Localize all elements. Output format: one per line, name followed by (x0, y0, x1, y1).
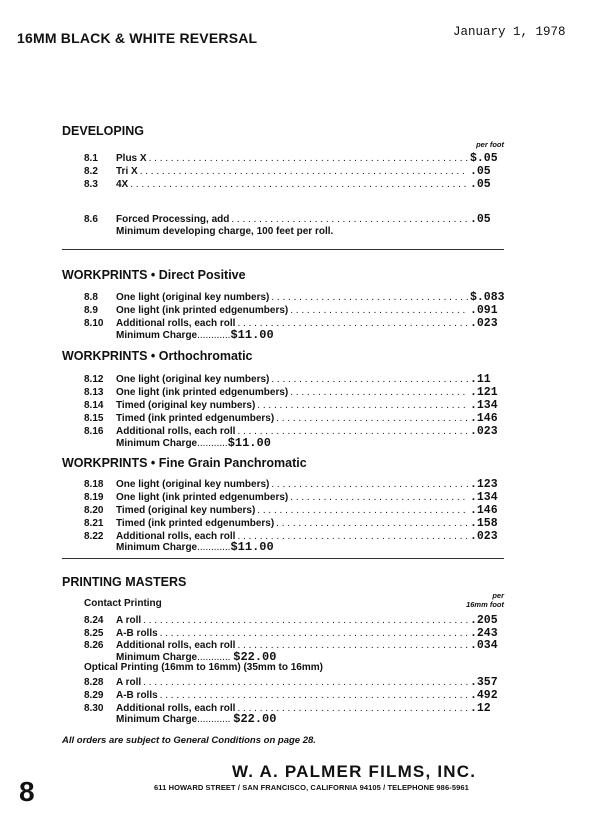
item-price: .11 (470, 373, 491, 386)
price-row (84, 399, 504, 412)
item-label: One light (ink printed edgenumbers) (116, 387, 289, 398)
price-row (84, 386, 504, 399)
item-number: 8.14 (84, 400, 104, 411)
column-header-16mm-foot: 16mm foot (466, 600, 504, 609)
item-number: 8.2 (84, 166, 98, 177)
minimum-charge-value: $22.00 (233, 712, 277, 726)
price-row (84, 291, 504, 304)
item-label: Timed (original key numbers) (116, 400, 256, 411)
minimum-charge-value: $22.00 (233, 650, 277, 664)
price-row (84, 152, 504, 165)
minimum-charge (116, 712, 276, 726)
leader-dots (149, 153, 468, 164)
item-price: .091 (470, 304, 498, 317)
item-price: .492 (470, 689, 498, 702)
price-row (84, 689, 504, 702)
item-number: 8.25 (84, 628, 104, 639)
leader-dots: ............ (197, 714, 234, 725)
item-number: 8.30 (84, 703, 104, 714)
minimum-charge-value: $11.00 (230, 540, 274, 554)
item-price: .243 (470, 627, 498, 640)
leader-dots (140, 166, 468, 177)
column-header-per-foot: per foot (476, 140, 504, 149)
item-price: .123 (470, 478, 498, 491)
item-number: 8.18 (84, 479, 104, 490)
section-divider (62, 558, 504, 559)
leader-dots: ............ (197, 542, 231, 553)
item-label: Plus X (116, 153, 147, 164)
section-title-developing: DEVELOPING (62, 124, 144, 138)
leader-dots: ............ (197, 330, 231, 341)
item-number: 8.24 (84, 615, 104, 626)
price-row (84, 213, 504, 226)
item-label: Additional rolls, each roll (116, 426, 236, 437)
item-price: .05 (470, 178, 491, 191)
leader-dots: ............ (197, 652, 234, 663)
item-price: .146 (470, 412, 498, 425)
item-price: $.083 (470, 291, 505, 304)
minimum-charge (116, 328, 274, 342)
item-price: .12 (470, 702, 491, 715)
item-price: .134 (470, 399, 498, 412)
price-row (84, 165, 504, 178)
price-row (84, 478, 504, 491)
section-title-workprints-direct: WORKPRINTS • Direct Positive (62, 268, 246, 282)
item-number: 8.16 (84, 426, 104, 437)
leader-dots (237, 426, 468, 437)
minimum-charge-value: $11.00 (227, 436, 271, 450)
item-number: 8.6 (84, 214, 98, 225)
price-row (84, 676, 504, 689)
item-number: 8.3 (84, 179, 98, 190)
item-label: One light (ink printed edgenumbers) (116, 492, 289, 503)
price-row (84, 517, 504, 530)
item-label: A roll (116, 615, 142, 626)
item-price: .146 (470, 504, 498, 517)
item-number: 8.19 (84, 492, 104, 503)
item-number: 8.10 (84, 318, 104, 329)
page-number: 8 (19, 776, 35, 807)
item-price: .134 (470, 491, 498, 504)
minimum-charge-label: Minimum Charge (116, 542, 198, 553)
item-label: A-B rolls (116, 628, 158, 639)
item-label: Tri X (116, 166, 138, 177)
leader-dots (257, 505, 468, 516)
price-row (84, 614, 504, 627)
item-label: 4X (116, 179, 129, 190)
company-name: W. A. PALMER FILMS, INC. (232, 762, 477, 781)
leader-dots (290, 305, 468, 316)
item-number: 8.12 (84, 374, 104, 385)
item-label: Timed (original key numbers) (116, 505, 256, 516)
leader-dots (271, 292, 468, 303)
section-divider (62, 249, 504, 250)
leader-dots (231, 214, 468, 225)
leader-dots (160, 628, 468, 639)
leader-dots: ........... (197, 438, 228, 449)
price-row (84, 304, 504, 317)
minimum-charge-value: $11.00 (230, 328, 274, 342)
item-label: One light (original key numbers) (116, 374, 270, 385)
item-number: 8.9 (84, 305, 98, 316)
page-title: 16MM BLACK & WHITE REVERSAL (17, 30, 258, 46)
item-number: 8.28 (84, 677, 104, 688)
item-label: Timed (ink printed edgenumbers) (116, 518, 275, 529)
minimum-charge (116, 436, 271, 450)
leader-dots (290, 492, 468, 503)
item-number: 8.22 (84, 531, 104, 542)
price-row (84, 373, 504, 386)
item-price: .05 (470, 213, 491, 226)
item-label: One light (original key numbers) (116, 479, 270, 490)
page-date: January 1, 1978 (453, 25, 566, 39)
item-number: 8.29 (84, 690, 104, 701)
item-label: Timed (ink printed edgenumbers) (116, 413, 275, 424)
leader-dots (276, 518, 468, 529)
item-price: .034 (470, 639, 498, 652)
price-row (84, 504, 504, 517)
leader-dots (276, 413, 468, 424)
section-title-workprints-pan: WORKPRINTS • Fine Grain Panchromatic (62, 456, 307, 470)
item-number: 8.20 (84, 505, 104, 516)
leader-dots (271, 479, 468, 490)
item-price: .357 (470, 676, 498, 689)
item-label: Forced Processing, add (116, 214, 230, 225)
company-address: 611 HOWARD STREET / SAN FRANCISCO, CALIFORNIA 94105 / TELEPHONE 986-5961 (154, 783, 469, 792)
item-label: Additional rolls, each roll (116, 640, 236, 651)
item-label: A roll (116, 677, 142, 688)
item-label: Additional rolls, each roll (116, 703, 236, 714)
item-price: .205 (470, 614, 498, 627)
optical-printing-label: Optical Printing (16mm to 16mm) (35mm to 16mm) (84, 662, 323, 673)
price-row (84, 412, 504, 425)
minimum-developing-charge: Minimum developing charge, 100 feet per roll. (116, 226, 334, 237)
leader-dots (290, 387, 468, 398)
price-row (84, 178, 504, 191)
leader-dots (257, 400, 468, 411)
minimum-charge-label: Minimum Charge (116, 652, 198, 663)
item-price: $.05 (470, 152, 498, 165)
item-number: 8.15 (84, 413, 104, 424)
leader-dots (143, 677, 468, 688)
leader-dots (160, 690, 468, 701)
minimum-charge (116, 540, 274, 554)
leader-dots (143, 615, 468, 626)
item-price: .023 (470, 425, 498, 438)
item-label: A-B rolls (116, 690, 158, 701)
leader-dots (130, 179, 468, 190)
minimum-charge-label: Minimum Charge (116, 714, 198, 725)
section-title-printing-masters: PRINTING MASTERS (62, 575, 187, 589)
item-number: 8.1 (84, 153, 98, 164)
item-price: .121 (470, 386, 498, 399)
section-title-workprints-ortho: WORKPRINTS • Orthochromatic (62, 349, 253, 363)
minimum-charge-label: Minimum Charge (116, 330, 198, 341)
item-price: .05 (470, 165, 491, 178)
item-price: .158 (470, 517, 498, 530)
item-label: One light (original key numbers) (116, 292, 270, 303)
item-number: 8.21 (84, 518, 104, 529)
item-price: .023 (470, 317, 498, 330)
item-price: .023 (470, 530, 498, 543)
leader-dots (271, 374, 468, 385)
contact-printing-label: Contact Printing (84, 598, 162, 609)
item-number: 8.13 (84, 387, 104, 398)
item-label: Additional rolls, each roll (116, 531, 236, 542)
general-conditions-note: All orders are subject to General Conditions on page 28. (62, 735, 316, 746)
item-number: 8.8 (84, 292, 98, 303)
item-label: Additional rolls, each roll (116, 318, 236, 329)
price-row (84, 491, 504, 504)
minimum-charge-label: Minimum Charge (116, 438, 198, 449)
item-label: One light (ink printed edgenumbers) (116, 305, 289, 316)
column-header-per: per (492, 591, 504, 600)
item-number: 8.26 (84, 640, 104, 651)
